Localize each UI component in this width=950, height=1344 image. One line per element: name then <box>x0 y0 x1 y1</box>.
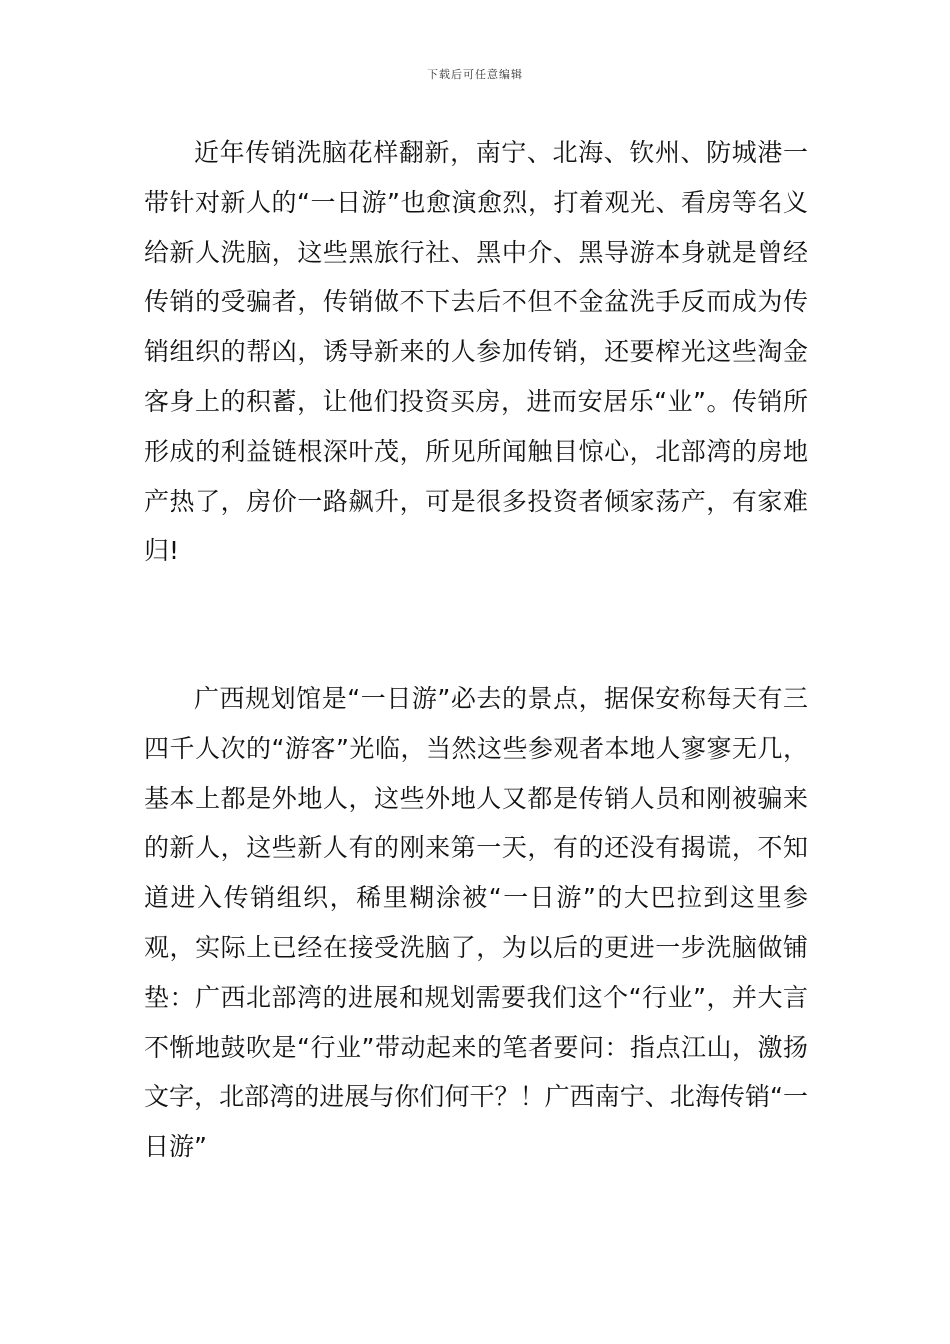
paragraph-2: 广西规划馆是“一日游”必去的景点，据保安称每天有三四千人次的“游客”光临，当然这些参观者本地人寥寥无几，基本上都是外地人，这些外地人又都是传销人员和刚被骗来的新人，这些新人有的刚来第一天，有的还没有揭谎，不知道进入传销组织，稀里糊涂被“一日游”的大巴拉到这里参观，实际上已经在接受洗脑了，为以后的更进一步洗脑做铺垫：广西北部湾的进展和规划需要我们这个“行业”，并大言不惭地鼓吹是“行业”带动起来的笔者要问：指点江山，激扬文字，北部湾的进展与你们何干？！广西南宁、北海传销“一日游” <box>144 684 808 1162</box>
paragraph-1: 近年传销洗脑花样翻新，南宁、北海、钦州、防城港一带针对新人的“一日游”也愈演愈烈，打着观光、看房等名义给新人洗脑，这些黑旅行社、黑中介、黑导游本身就是曾经传销的受骗者，传销做不下去后不但不金盆洗手反而成为传销组织的帮凶，诱导新来的人参加传销，还要榨光这些淘金客身上的积蓄，让他们投资买房，进而安居乐“业”。传销所形成的利益链根深叶茂，所见所闻触目惊心，北部湾的房地产热了，房价一路飙升，可是很多投资者倾家荡产，有家难归! <box>144 138 808 566</box>
header-note: 下载后可任意编辑 <box>427 68 523 81</box>
